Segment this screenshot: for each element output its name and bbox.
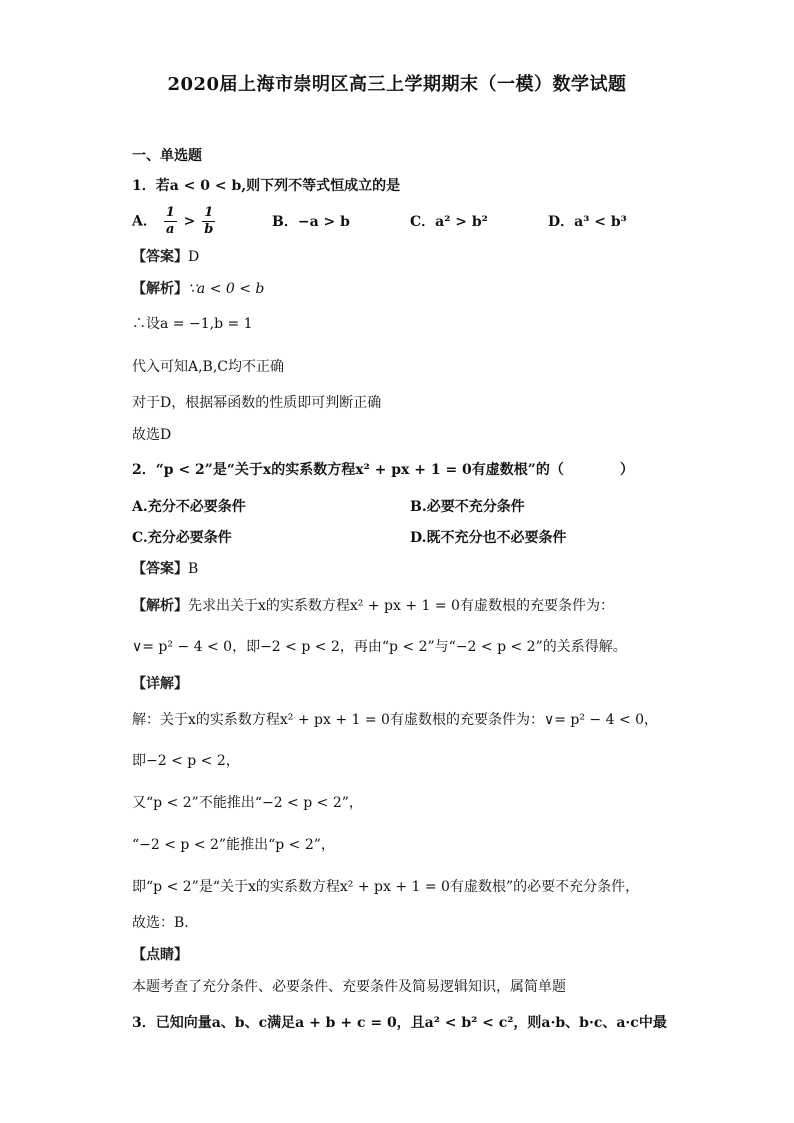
question-2-comment: 本题考查了充分条件、必要条件、充要条件及简易逻辑知识，属简单题	[132, 979, 566, 995]
question-2-detail-line-6: 故选：B.	[132, 915, 189, 931]
question-1-option-a	[132, 205, 217, 238]
page-title: 2020届上海市崇明区高三上学期期末（一模）数学试题	[167, 74, 627, 95]
question-2-detail-line-5: 即“p < 2”是“关于x的实系数方程x² + px + 1 = 0有虚数根”的必要不充分条件，	[132, 879, 640, 895]
question-2-analysis-line-2: ∨= p² − 4 < 0，即−2 < p < 2，再由“p < 2”与“−2 < p < 2”的关系得解。	[132, 639, 627, 655]
question-2-analysis	[132, 595, 614, 615]
question-2-option-c: C.充分必要条件	[132, 530, 232, 546]
option-a-fraction-right	[202, 205, 215, 238]
answer-value: B	[188, 561, 199, 577]
question-2-option-b: B.必要不充分条件	[410, 499, 525, 515]
question-2-detail-line-1: 解：关于x的实系数方程x² + px + 1 = 0有虚数根的充要条件为：∨= p² − 4 < 0，	[132, 712, 659, 728]
option-a-denominator-left: a	[166, 222, 175, 237]
question-2-detail-line-3: 又“p < 2”不能推出“−2 < p < 2”，	[132, 795, 363, 811]
option-a-relation: >	[183, 213, 196, 230]
answer-tag: 【答案】	[132, 249, 188, 265]
question-2-comment-tag: 【点睛】	[132, 947, 188, 963]
question-2-option-d: D.既不充分也不必要条件	[410, 530, 567, 546]
option-a-label: A．	[132, 213, 157, 230]
option-a-numerator-right: 1	[204, 205, 214, 220]
question-1-analysis	[132, 278, 264, 298]
question-2-stem: 2．“p < 2”是“关于x的实系数方程x² + px + 1 = 0有虚数根”的（ ）	[132, 462, 634, 478]
question-2-detail-line-2: 即−2 < p < 2，	[132, 753, 240, 769]
answer-tag: 【答案】	[132, 561, 188, 577]
answer-value: D	[188, 249, 200, 265]
question-1-analysis-line-3: 代入可知A,B,C均不正确	[132, 359, 285, 375]
analysis-text: 先求出关于x的实系数方程x² + px + 1 = 0有虚数根的充要条件为：	[188, 598, 614, 614]
analysis-line-1: ∵a < 0 < b	[188, 281, 265, 297]
question-1-option-d: D．a³ < b³	[548, 214, 627, 230]
question-3-stem: 3．已知向量a、b、c满足a + b + c = 0，且a² < b² < c²，则a·b、b·c、a·c中最	[132, 1015, 667, 1031]
option-a-denominator-right: b	[204, 222, 214, 237]
section-heading: 一、单选题	[132, 148, 202, 164]
analysis-tag: 【解析】	[132, 598, 188, 614]
question-2-option-a: A.充分不必要条件	[132, 499, 246, 515]
question-2-answer	[132, 558, 198, 578]
question-1-option-c: C．a² > b²	[410, 214, 488, 230]
question-1-stem: 1．若a < 0 < b,则下列不等式恒成立的是	[132, 178, 401, 194]
analysis-tag: 【解析】	[132, 281, 188, 297]
question-1-answer	[132, 246, 199, 266]
option-a-fraction-left	[164, 205, 177, 238]
question-2-detail-tag: 【详解】	[132, 676, 188, 692]
question-1-analysis-line-4: 对于D，根据幂函数的性质即可判断正确	[132, 395, 382, 411]
question-1-analysis-line-5: 故选D	[132, 427, 172, 443]
question-2-detail-line-4: “−2 < p < 2”能推出“p < 2”，	[132, 837, 335, 853]
question-1-option-b: B．−a > b	[272, 214, 350, 230]
option-a-numerator-left: 1	[165, 205, 175, 220]
question-1-analysis-line-2: ∴设a = −1,b = 1	[132, 316, 253, 332]
